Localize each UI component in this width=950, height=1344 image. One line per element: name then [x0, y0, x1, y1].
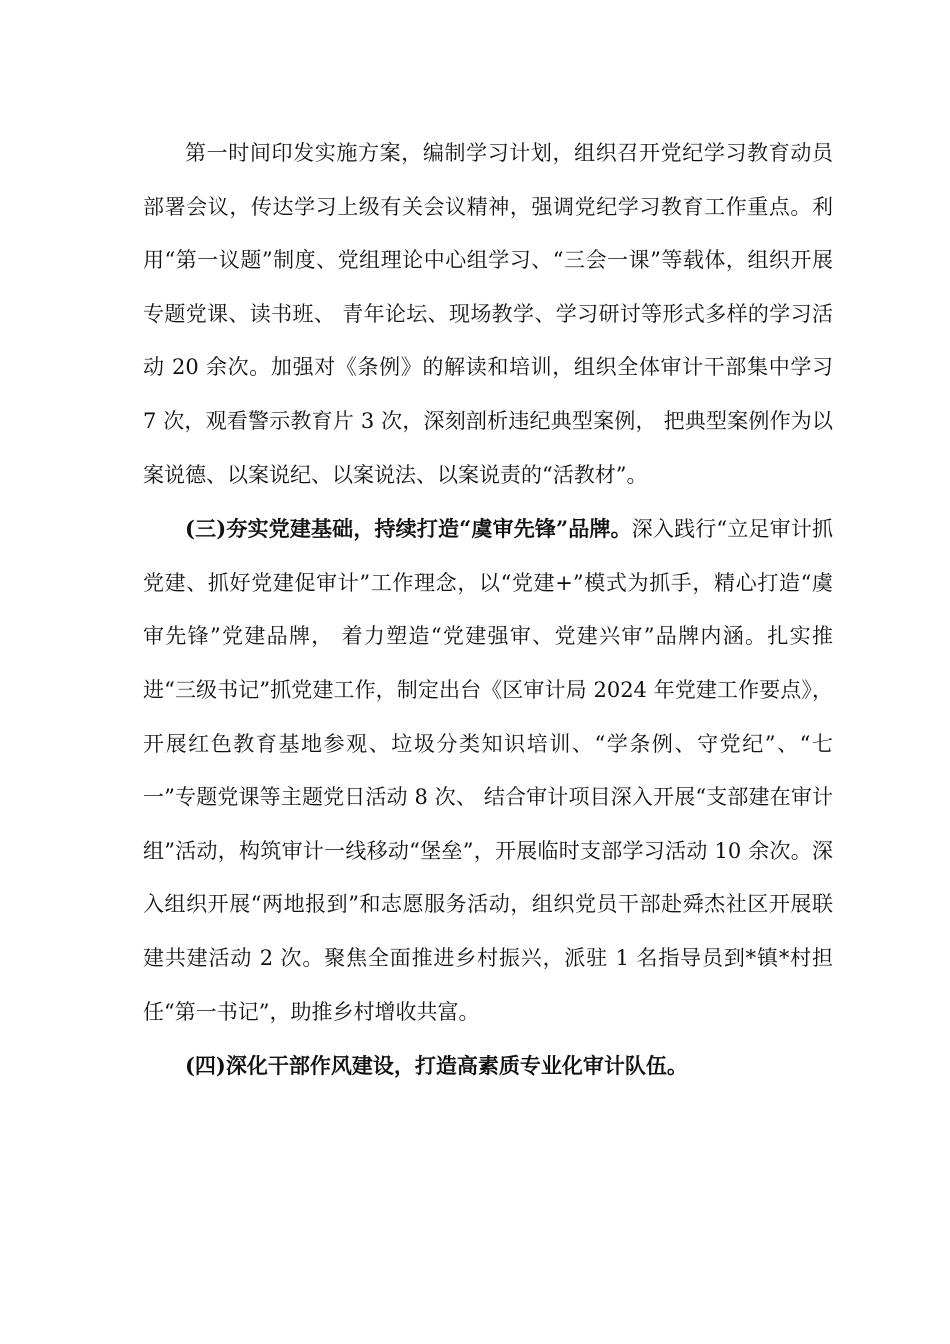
section-heading-four: (四)深化干部作风建设，打造高素质专业化审计队伍。 — [185, 1053, 688, 1079]
paragraph-party-building — [143, 502, 833, 1039]
paragraph-text: 第一时间印发实施方案，编制学习计划，组织召开党纪学习教育动员部署会议，传达学习上级有关会议精神，强调党纪学习教育工作重点。利用“第一议题”制度、党组理论中心组学习、“三会一课”等载体，组织开展专题党课、读书班、 青年论坛、现场教学、学习研讨等形式多样的学习活动 20 余次。加强对《条例》的解读和培训，组织全体审计干部集中学习 7 次，观看警示教育片 3 次，深刻剖析违纪典型案例， 把典型案例作为以案说德、以案说纪、以案说法、以案说责的“活教材”。 — [143, 141, 833, 487]
paragraph-cadre-style — [143, 1039, 833, 1094]
document-body — [143, 127, 833, 1094]
section-heading-three: (三)夯实党建基础，持续打造“虞审先锋”品牌。 — [185, 516, 632, 542]
paragraph-study-activities — [143, 127, 833, 502]
paragraph-text: 深入践行“立足审计抓党建、抓好党建促审计”工作理念，以“党建+”模式为抓手，精心打造“虞审先锋”党建品牌， 着力塑造“党建强审、党建兴审”品牌内涵。扎实推进“三级书记”抓党建工作，制定出台《区审计局 2024 年党建工作要点》，开展红色教育基地参观、垃圾分类知识培训、“学条例、守党纪”、“七一”专题党课等主题党日活动 8 次、 结合审计项目深入开展“支部建在审计组”活动，构筑审计一线移动“堡垒”，开展临时支部学习活动 10 余次。深入组织开展“两地报到”和志愿服务活动，组织党员干部赴舜杰社区开展联建共建活动 2 次。聚焦全面推进乡村振兴，派驻 1 名指导员到*镇*村担任“第一书记”，助推乡村增收共富。 — [143, 517, 833, 1024]
